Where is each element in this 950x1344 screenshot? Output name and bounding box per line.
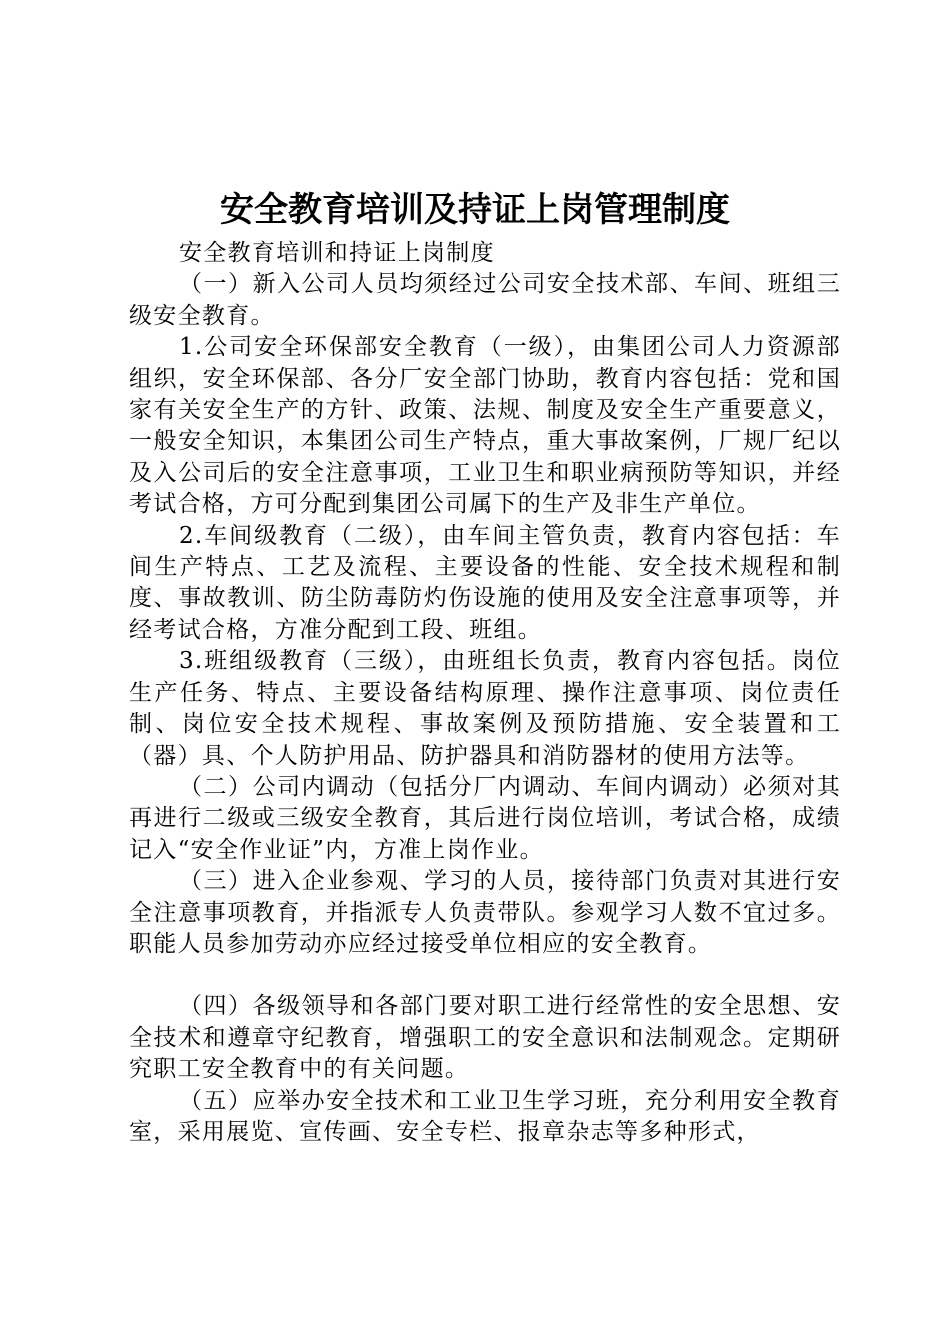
document-body [129,238,841,1148]
paragraph-item-3: 3.班组级教育（三级），由班组长负责，教育内容包括。岗位生产任务、特点、主要设备结构原理、操作注意事项、岗位责任制、岗位安全技术规程、事故案例及预防措施、安全装置和工（器）具、个人防护用品、防护器具和消防器材的使用方法等。 [129,648,841,769]
paragraph-item-1: 1.公司安全环保部安全教育（一级），由集团公司人力资源部组织，安全环保部、各分厂安全部门协助，教育内容包括：党和国家有关安全生产的方针、政策、法规、制度及安全生产重要意义，一般安全知识，本集团公司生产特点，重大事故案例，厂规厂纪以及入公司后的安全注意事项，工业卫生和职业病预防等知识，并经考试合格，方可分配到集团公司属下的生产及非生产单位。 [129,334,841,518]
document-title: 安全教育培训及持证上岗管理制度 [220,190,730,230]
paragraph-section-3: （三）进入企业参观、学习的人员，接待部门负责对其进行安全注意事项教育，并指派专人负责带队。参观学习人数不宜过多。职能人员参加劳动亦应经过接受单位相应的安全教育。 [129,868,841,957]
paragraph-section-2: （二）公司内调动（包括分厂内调动、车间内调动）必须对其再进行二级或三级安全教育，其后进行岗位培训，考试合格，成绩记入“安全作业证”内，方准上岗作业。 [129,773,841,863]
paragraph-section-4: （四）各级领导和各部门要对职工进行经常性的安全思想、安全技术和遵章守纪教育，增强职工的安全意识和法制观念。定期研究职工安全教育中的有关问题。 [129,993,841,1083]
paragraph-item-2: 2.车间级教育（二级），由车间主管负责，教育内容包括：车间生产特点、工艺及流程、主要设备的性能、安全技术规程和制度、事故教训、防尘防毒防灼伤设施的使用及安全注意事项等，并经考试合格，方准分配到工段、班组。 [129,522,841,643]
document-subtitle: 安全教育培训和持证上岗制度 [179,240,495,266]
paragraph-section-1: （一）新入公司人员均须经过公司安全技术部、车间、班组三级安全教育。 [129,271,841,329]
paragraph-section-5: （五）应举办安全技术和工业卫生学习班，充分利用安全教育室，采用展览、宣传画、安全专栏、报章杂志等多种形式， [129,1087,841,1145]
